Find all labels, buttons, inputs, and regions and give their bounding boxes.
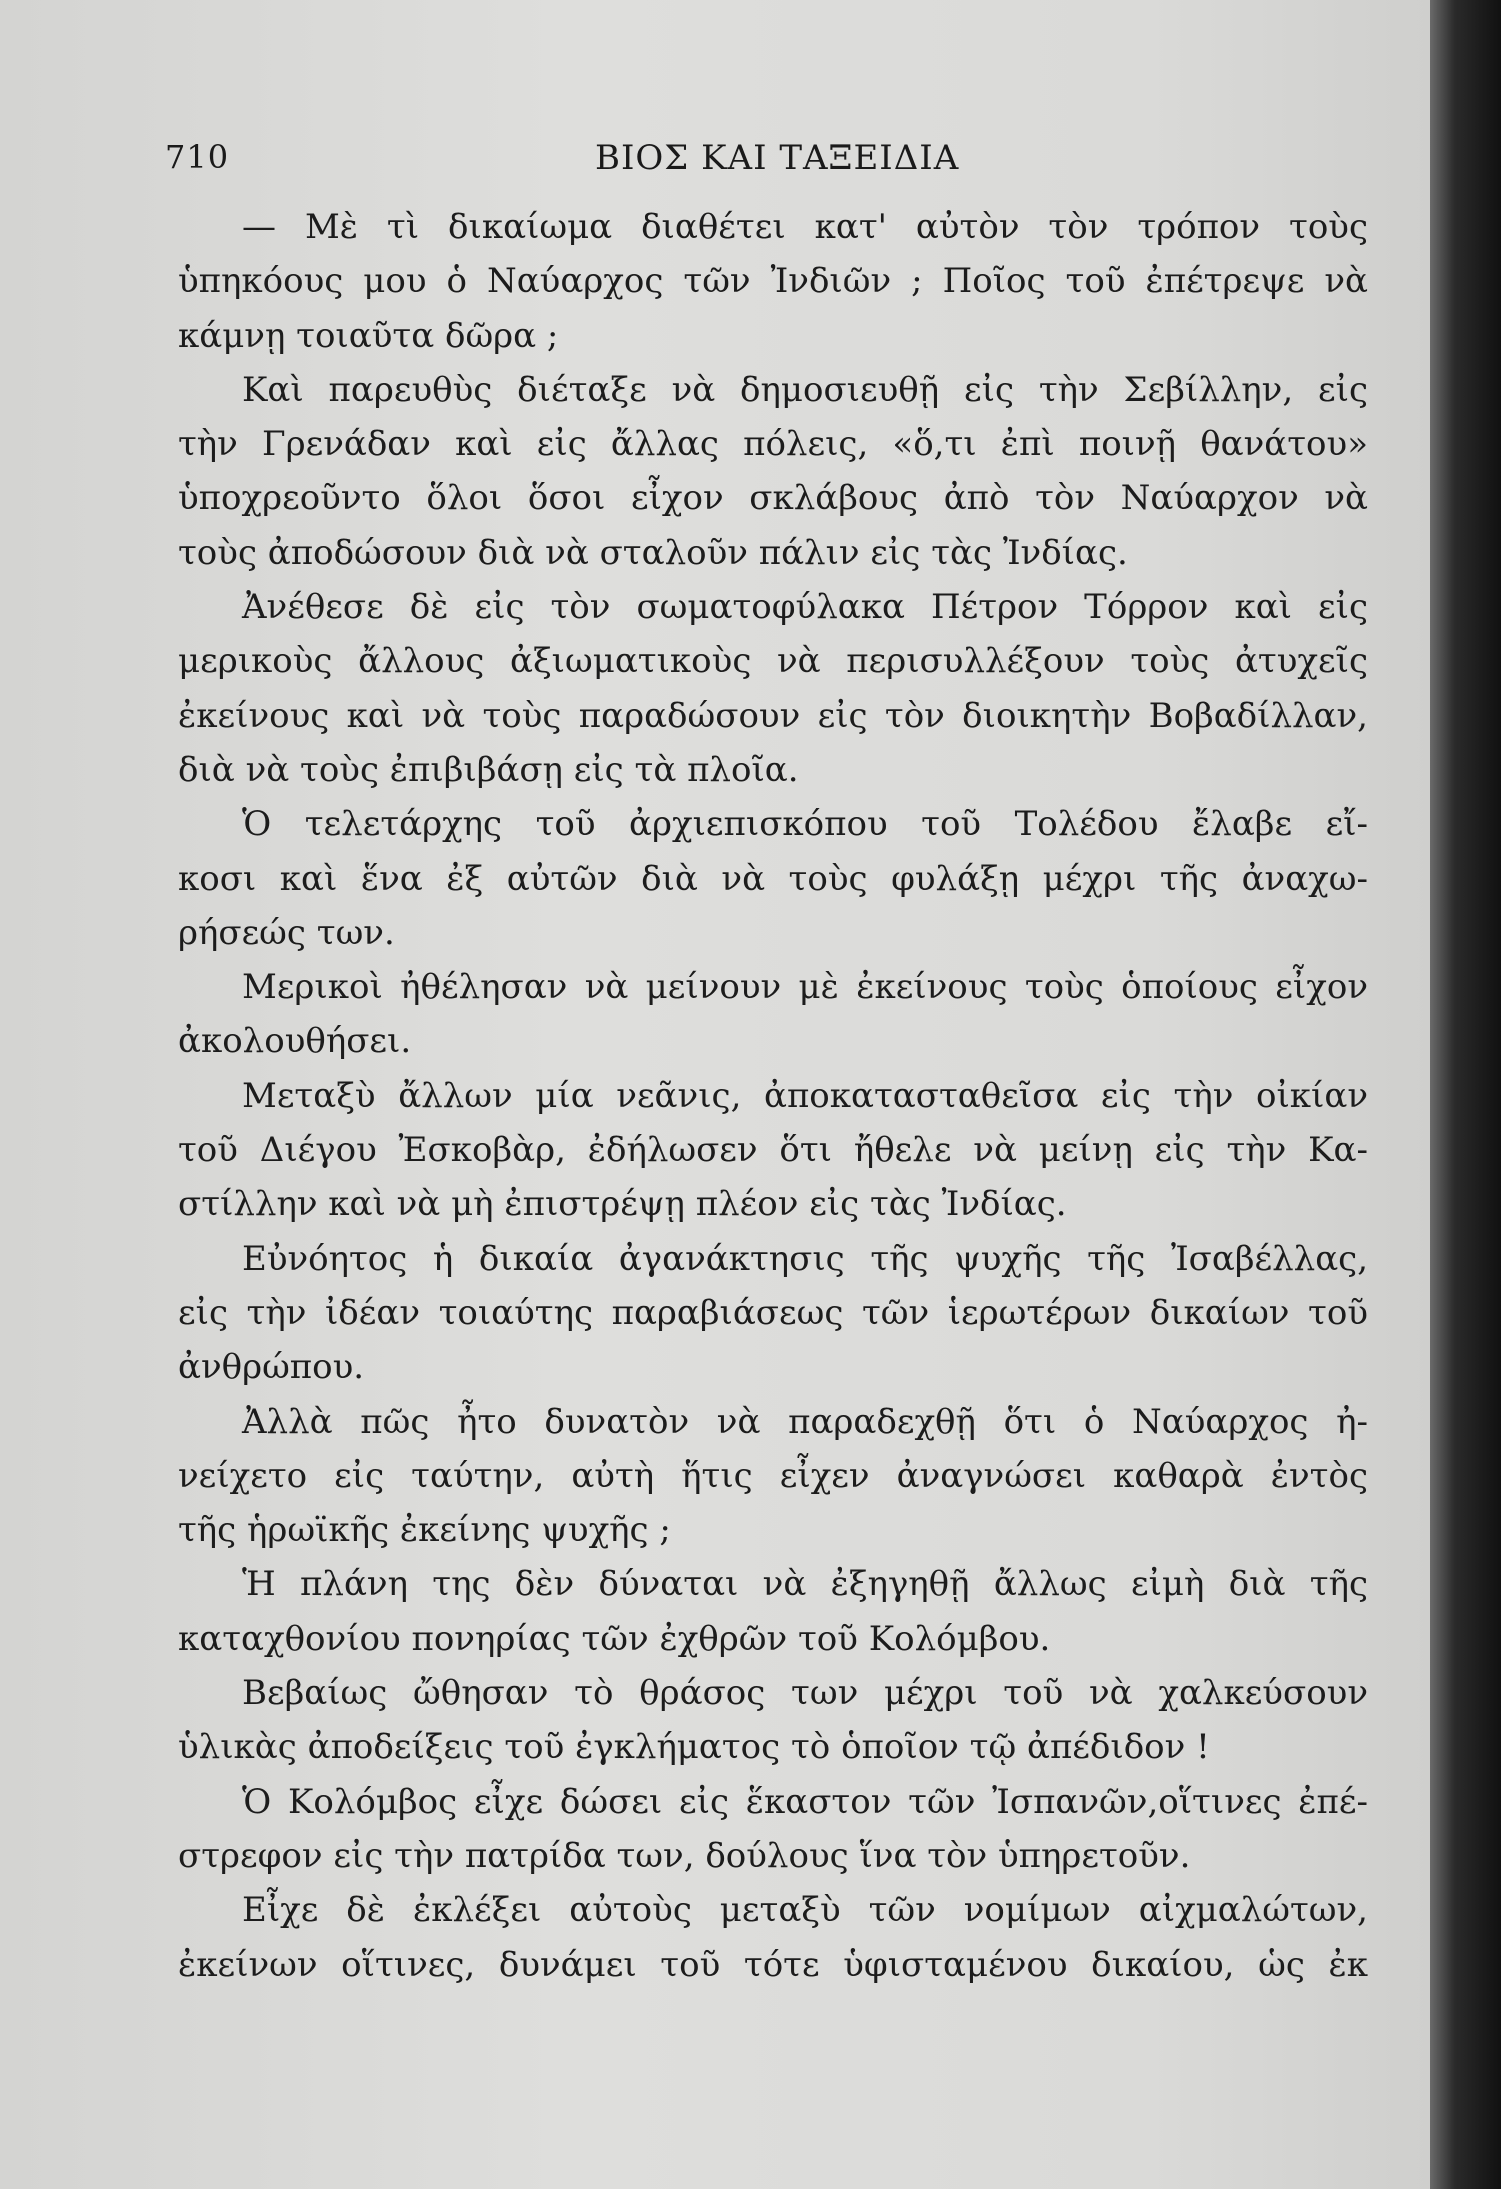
- text-line: Ὁ Κολόμβος εἶχε δώσει εἰς ἕκαστον τῶν Ἰσπανῶν,οἵτινες ἐπέ-: [242, 1781, 1368, 1822]
- text-line: Ὁ τελετάρχης τοῦ ἀρχιεπισκόπου τοῦ Τολέδου ἔλαβε εἴ-: [242, 804, 1368, 845]
- text-line: νείχετο εἰς ταύτην, αὐτὴ ἥτις εἶχεν ἀναγνώσει καθαρὰ ἐντὸς: [178, 1455, 1368, 1496]
- text-line: τὴν Γρενάδαν καὶ εἰς ἄλλας πόλεις, «ὅ,τι ἐπὶ ποινῇ θανάτου»: [178, 424, 1368, 465]
- text-line: Βεβαίως ὤθησαν τὸ θράσος των μέχρι τοῦ νὰ χαλκεύσουν: [242, 1673, 1368, 1714]
- text-line: ὑποχρεοῦντο ὅλοι ὅσοι εἶχον σκλάβους ἀπὸ τὸν Ναύαρχον νὰ: [178, 478, 1368, 519]
- text-line: ἐκείνους καὶ νὰ τοὺς παραδώσουν εἰς τὸν διοικητὴν Βοβαδίλλαν,: [178, 695, 1368, 736]
- body-text: [178, 200, 1368, 1992]
- text-line: ρήσεώς των.: [178, 912, 395, 953]
- text-line: τοῦ Διέγου Ἐσκοβὰρ, ἐδήλωσεν ὅτι ἤθελε νὰ μείνῃ εἰς τὴν Κα-: [178, 1130, 1368, 1171]
- text-line: ὑλικὰς ἀποδείξεις τοῦ ἐγκλήματος τὸ ὁποῖον τῷ ἀπέδιδον !: [178, 1727, 1210, 1768]
- text-line: ὑπηκόους μου ὁ Ναύαρχος τῶν Ἰνδιῶν ; Ποῖος τοῦ ἐπέτρεψε νὰ: [178, 261, 1368, 302]
- text-line: στρεφον εἰς τὴν πατρίδα των, δούλους ἵνα τὸν ὑπηρετοῦν.: [178, 1835, 1191, 1876]
- text-line: διὰ νὰ τοὺς ἐπιβιβάσῃ εἰς τὰ πλοῖα.: [178, 749, 799, 790]
- text-line: Μερικοὶ ἠθέλησαν νὰ μείνουν μὲ ἐκείνους τοὺς ὁποίους εἶχον: [242, 967, 1368, 1008]
- text-line: Εἶχε δὲ ἐκλέξει αὐτοὺς μεταξὺ τῶν νομίμων αἰχμαλώτων,: [242, 1890, 1368, 1931]
- text-line: Ἀλλὰ πῶς ἦτο δυνατὸν νὰ παραδεχθῇ ὅτι ὁ Ναύαρχος ἠ-: [242, 1401, 1368, 1442]
- book-spine-shadow: [1430, 0, 1501, 2189]
- text-line: κάμνῃ τοιαῦτα δῶρα ;: [178, 315, 559, 356]
- text-line: ἀνθρώπου.: [178, 1347, 365, 1388]
- text-line: εἰς τὴν ἰδέαν τοιαύτης παραβιάσεως τῶν ἱερωτέρων δικαίων τοῦ: [178, 1292, 1368, 1333]
- text-line: Ἡ πλάνη της δὲν δύναται νὰ ἐξηγηθῇ ἄλλως εἰμὴ διὰ τῆς: [242, 1564, 1368, 1605]
- text-line: τοὺς ἀποδώσουν διὰ νὰ σταλοῦν πάλιν εἰς τὰς Ἰνδίας.: [178, 532, 1128, 573]
- text-line: Εὐνόητος ἡ δικαία ἀγανάκτησις τῆς ψυχῆς τῆς Ἰσαβέλλας,: [242, 1238, 1368, 1279]
- text-line: ἐκείνων οἵτινες, δυνάμει τοῦ τότε ὑφισταμένου δικαίου, ὡς ἐκ: [178, 1944, 1368, 1985]
- text-line: Μεταξὺ ἄλλων μία νεᾶνις, ἀποκατασταθεῖσα εἰς τὴν οἰκίαν: [242, 1075, 1368, 1116]
- running-title: ΒΙΟΣ ΚΑΙ ΤΑΞΕΙΔΙΑ: [595, 138, 960, 178]
- text-line: — Μὲ τὶ δικαίωμα διαθέτει κατ' αὐτὸν τὸν τρόπον τοὺς: [242, 207, 1368, 247]
- page-header: [165, 138, 1365, 188]
- text-line: Καὶ παρευθὺς διέταξε νὰ δημοσιευθῇ εἰς τὴν Σεβίλλην, εἰς: [242, 369, 1368, 410]
- text-line: Ἀνέθεσε δὲ εἰς τὸν σωματοφύλακα Πέτρον Τόρρον καὶ εἰς: [242, 587, 1368, 628]
- page-number: 710: [165, 138, 230, 176]
- text-line: στίλλην καὶ νὰ μὴ ἐπιστρέψῃ πλέον εἰς τὰς Ἰνδίας.: [178, 1184, 1067, 1225]
- text-line: κοσι καὶ ἕνα ἐξ αὐτῶν διὰ νὰ τοὺς φυλάξῃ μέχρι τῆς ἀναχω-: [178, 858, 1368, 899]
- text-line: ἀκολουθήσει.: [178, 1021, 412, 1062]
- text-line: μερικοὺς ἄλλους ἀξιωματικοὺς νὰ περισυλλέξουν τοὺς ἀτυχεῖς: [178, 641, 1368, 682]
- text-line: τῆς ἡρωϊκῆς ἐκείνης ψυχῆς ;: [178, 1510, 671, 1551]
- text-line: καταχθονίου πονηρίας τῶν ἐχθρῶν τοῦ Κολόμβου.: [178, 1618, 1051, 1659]
